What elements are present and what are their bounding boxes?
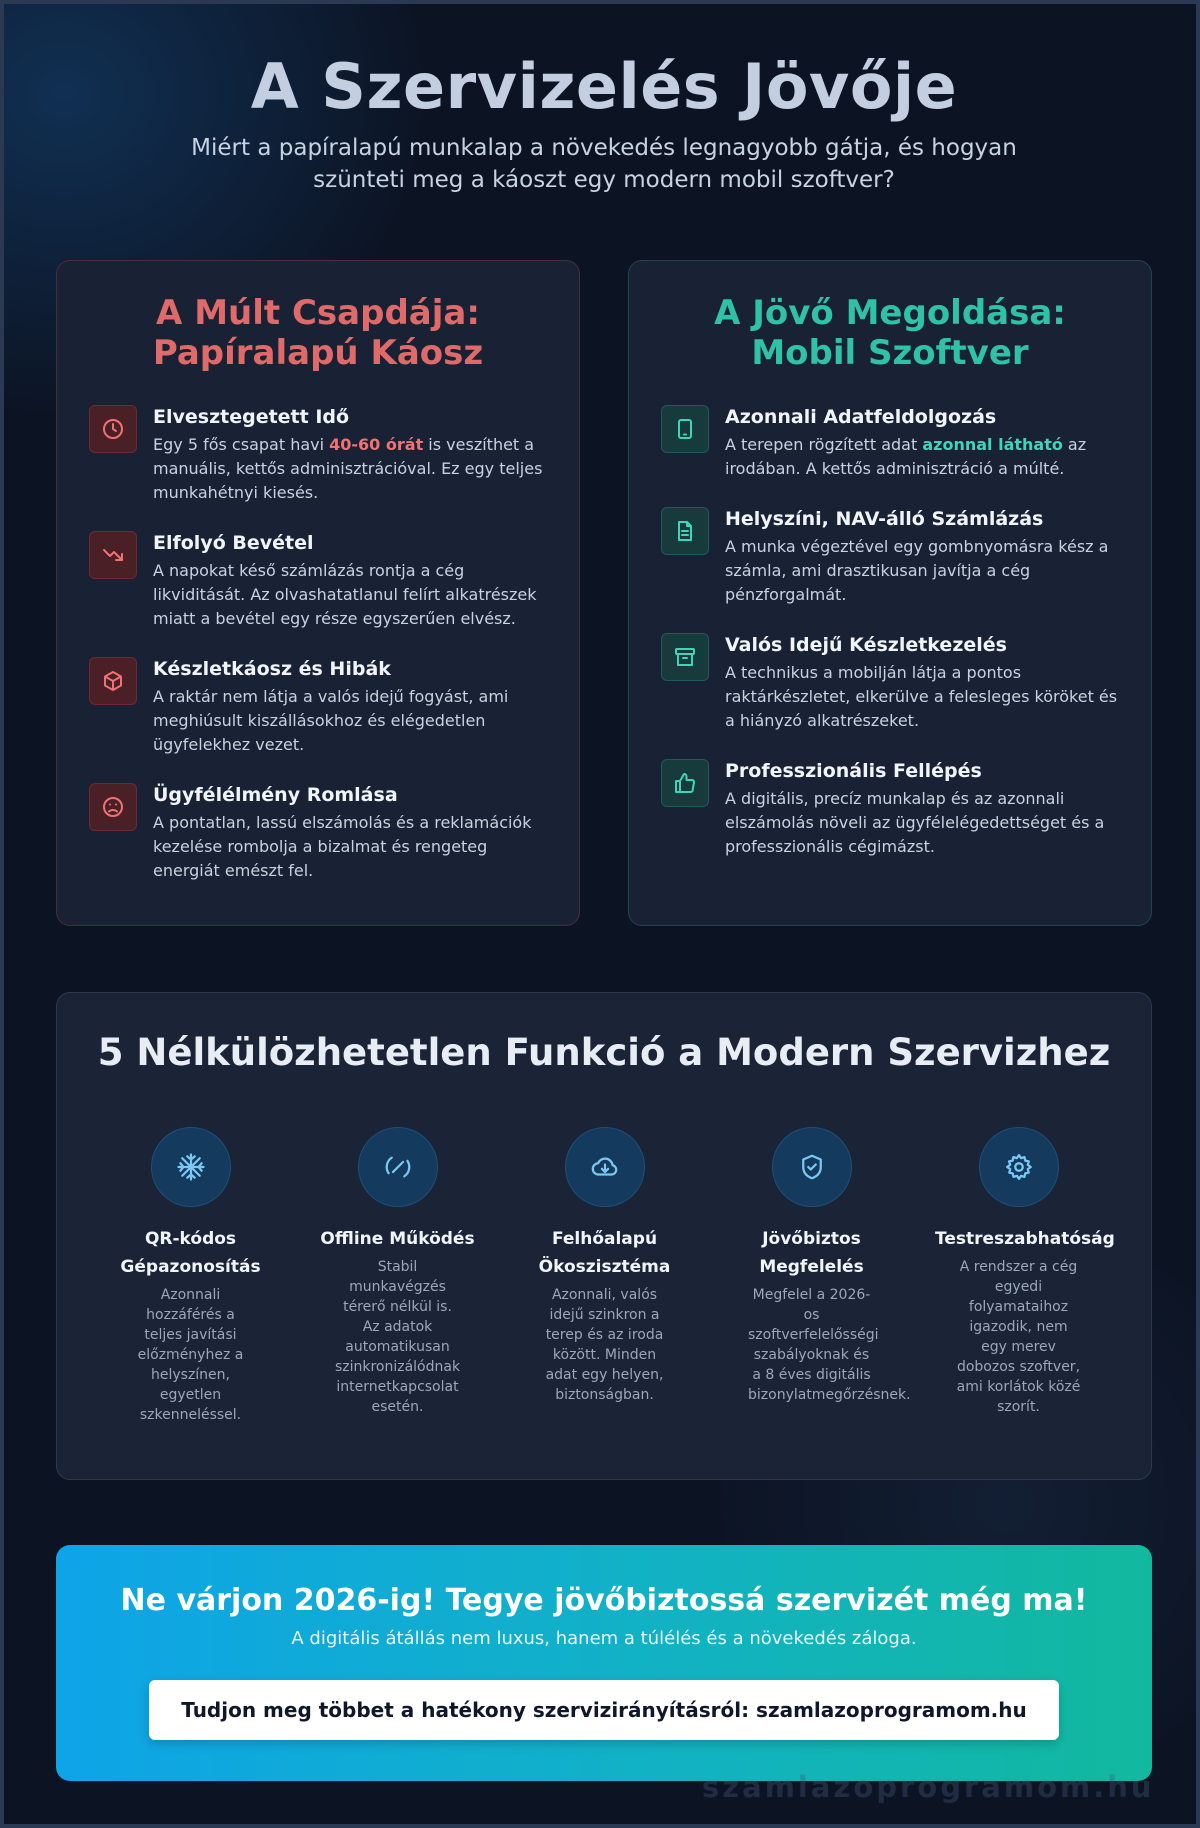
highlight-hours: 40-60 órát	[329, 435, 424, 454]
cta-banner	[56, 1545, 1152, 1781]
past-item	[89, 531, 547, 631]
past-panel	[56, 260, 580, 926]
future-item-desc: A technikus a mobilján látja a pontos raktárkészletet, elkerülve a felesleges köröket és a hiányzó alkatrészeket.	[725, 663, 1118, 730]
past-item-title: Elfolyó Bevétel	[153, 532, 314, 554]
gear-icon	[979, 1127, 1059, 1207]
past-panel-title	[57, 293, 579, 373]
future-item-title: Azonnali Adatfeldolgozás	[725, 406, 997, 428]
page-subtitle: Miért a papíralapú munkalap a növekedés legnagyobb gátja, és hogyan szünteti meg a káoszt egy modern mobil szoftver?	[191, 135, 1017, 193]
future-item-title: Professzionális Fellépés	[725, 760, 982, 782]
future-item	[661, 759, 1119, 859]
future-item-desc: A munka végeztével egy gombnyomásra kész a számla, ami drasztikusan javítja a cég pénzforgalmát.	[725, 537, 1109, 604]
feature-title: Jövőbiztos Megfelelés	[759, 1229, 864, 1277]
cloud-download-icon	[565, 1127, 645, 1207]
feature-item	[501, 1127, 708, 1425]
features-title: 5 Nélkülözhetetlen Funkció a Modern Szervizhez	[97, 1031, 1111, 1074]
feature-title: Offline Működés	[320, 1229, 475, 1249]
future-title-line1: A Jövő Megoldása:	[714, 293, 1066, 333]
future-item-desc: A digitális, precíz munkalap és az azonnali elszámolás növeli az ügyfélelégedettséget és a professzionális cégimázst.	[725, 789, 1105, 856]
learn-more-button[interactable]: Tudjon meg többet a hatékony szervizirányításról: szamlazoprogramom.hu	[149, 1680, 1059, 1740]
snowflake-icon	[151, 1127, 231, 1207]
future-title-line2: Mobil Szoftver	[751, 333, 1029, 373]
future-panel	[628, 260, 1152, 926]
past-item-title: Készletkáosz és Hibák	[153, 658, 391, 680]
past-item	[89, 783, 547, 883]
past-item-desc: A raktár nem látja a valós idejű fogyást, ami meghiúsult kiszállásokhoz és elégedetlen ügyfelekhez vezet.	[153, 687, 509, 754]
future-item	[661, 633, 1119, 733]
cta-subtitle: A digitális átállás nem luxus, hanem a túlélés és a növekedés záloga.	[291, 1628, 917, 1649]
page-title: A Szervizelés Jövője	[250, 50, 958, 123]
feature-title: Felhőalapú Ökoszisztéma	[538, 1229, 671, 1277]
future-item-title: Valós Idejű Készletkezelés	[725, 634, 1007, 656]
past-title-line1: A Múlt Csapdája:	[156, 293, 480, 333]
feature-desc: Azonnali hozzáférés a teljes javítási előzményhez a helyszínen, egyetlen szkenneléssel.	[137, 1287, 244, 1423]
archive-icon	[661, 633, 709, 681]
sad-face-icon	[89, 783, 137, 831]
feature-desc: Azonnali, valós idejű szinkron a terep és az iroda között. Minden adat egy helyen, biztonságban.	[545, 1287, 664, 1403]
feature-title: QR-kódos Gépazonosítás	[120, 1229, 261, 1277]
clock-icon	[89, 405, 137, 453]
document-icon	[661, 507, 709, 555]
future-panel-title	[629, 293, 1151, 373]
future-item	[661, 507, 1119, 607]
cta-title: Ne várjon 2026-ig! Tegye jövőbiztossá szervizét még ma!	[120, 1583, 1088, 1618]
feature-desc: Stabil munkavégzés térerő nélkül is. Az adatok automatikusan szinkronizálódnak internetkapcsolat esetén.	[334, 1259, 461, 1415]
feature-item	[294, 1127, 501, 1425]
feature-item	[915, 1127, 1122, 1425]
past-item-desc: Egy 5 fős csapat havi 40-60 órát is veszíthet a manuális, kettős adminisztrációval. Ez egy teljes munkahétnyi kiesés.	[153, 435, 543, 502]
future-item-title: Helyszíni, NAV-álló Számlázás	[725, 508, 1044, 530]
feature-item	[708, 1127, 915, 1425]
smartphone-icon	[661, 405, 709, 453]
watermark: szamlazoprogramom.hu	[702, 1770, 1155, 1804]
past-item-desc: A napokat késő számlázás rontja a cég likviditását. Az olvashatatlanul felírt alkatrészek miatt a bevétel egy része egyszerűen elvész.	[153, 561, 537, 628]
highlight-instant: azonnal látható	[922, 435, 1063, 454]
past-item-desc: A pontatlan, lassú elszámolás és a reklamációk kezelése rombolja a bizalmat és rengeteg energiát emészt fel.	[153, 813, 532, 880]
feature-item	[87, 1127, 294, 1425]
future-item	[661, 405, 1119, 481]
past-item-title: Elvesztegetett Idő	[153, 406, 350, 428]
past-title-line2: Papíralapú Káosz	[152, 333, 484, 373]
past-item	[89, 405, 547, 505]
offline-icon	[358, 1127, 438, 1207]
thumbs-up-icon	[661, 759, 709, 807]
feature-desc: Megfelel a 2026-os szoftverfelelősségi szabályoknak és a 8 éves digitális bizonylatmegőrzésnek.	[748, 1287, 911, 1403]
features-section	[56, 992, 1152, 1480]
past-item-title: Ügyfélélmény Romlása	[153, 784, 398, 806]
feature-title: Testreszabhatóság	[935, 1229, 1115, 1249]
box-icon	[89, 657, 137, 705]
feature-desc: A rendszer a cég egyedi folyamataihoz igazodik, nem egy merev dobozos szoftver, ami korlátok közé szorít.	[956, 1259, 1081, 1415]
past-item	[89, 657, 547, 757]
trending-down-icon	[89, 531, 137, 579]
shield-check-icon	[772, 1127, 852, 1207]
future-item-desc: A terepen rögzített adat azonnal látható az irodában. A kettős adminisztráció a múlté.	[725, 435, 1087, 478]
